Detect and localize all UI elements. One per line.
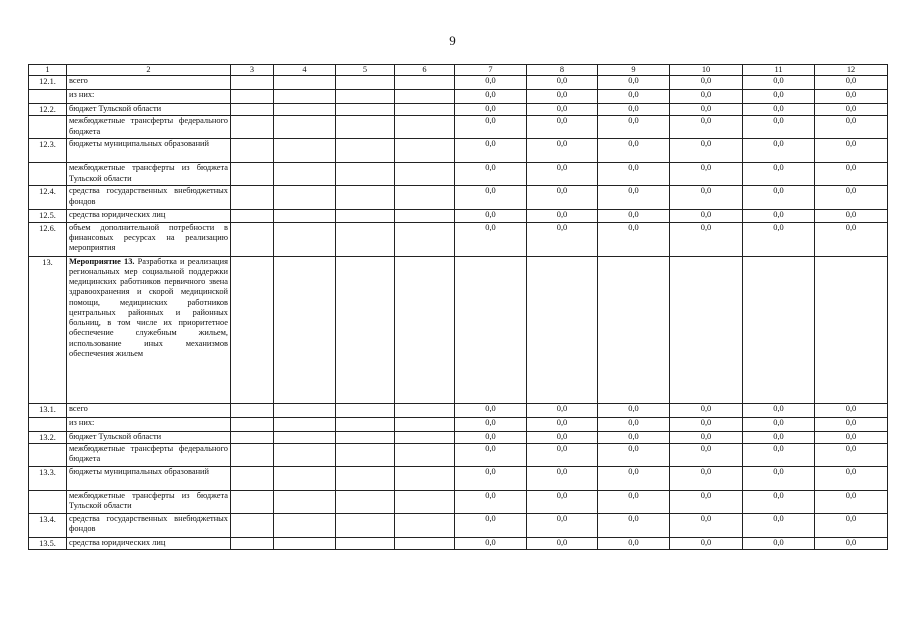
row-description: средства государственных внебюджетных фондов bbox=[67, 186, 231, 210]
row-description: средства юридических лиц bbox=[67, 537, 231, 549]
value-cell: 0,0 bbox=[670, 417, 743, 431]
empty-cell bbox=[336, 256, 395, 403]
empty-cell bbox=[274, 431, 336, 443]
row-description: средства юридических лиц bbox=[67, 210, 231, 222]
empty-cell bbox=[336, 513, 395, 537]
empty-cell bbox=[231, 104, 274, 116]
value-cell: 0,0 bbox=[815, 403, 888, 417]
value-cell: 0,0 bbox=[670, 431, 743, 443]
value-cell: 0,0 bbox=[670, 537, 743, 549]
value-cell: 0,0 bbox=[598, 90, 670, 104]
value-cell: 0,0 bbox=[670, 490, 743, 513]
empty-cell bbox=[395, 417, 455, 431]
empty-cell bbox=[231, 256, 274, 403]
empty-cell bbox=[274, 104, 336, 116]
empty-cell bbox=[336, 443, 395, 466]
empty-cell bbox=[336, 490, 395, 513]
value-cell: 0,0 bbox=[598, 417, 670, 431]
empty-cell bbox=[274, 513, 336, 537]
table-row bbox=[29, 222, 888, 256]
value-cell: 0,0 bbox=[815, 222, 888, 256]
row-number bbox=[29, 417, 67, 431]
value-cell: 0,0 bbox=[455, 490, 527, 513]
table-row bbox=[29, 443, 888, 466]
empty-cell bbox=[455, 256, 527, 403]
value-cell: 0,0 bbox=[743, 443, 815, 466]
empty-cell bbox=[395, 537, 455, 549]
table-row bbox=[29, 256, 888, 403]
row-number: 12.4. bbox=[29, 186, 67, 210]
table-row bbox=[29, 116, 888, 139]
empty-cell bbox=[395, 139, 455, 163]
value-cell: 0,0 bbox=[455, 222, 527, 256]
empty-cell bbox=[336, 76, 395, 90]
column-header-11: 11 bbox=[743, 65, 815, 76]
value-cell: 0,0 bbox=[743, 417, 815, 431]
empty-cell bbox=[336, 537, 395, 549]
row-description: межбюджетные трансферты из бюджета Тульской области bbox=[67, 163, 231, 186]
value-cell: 0,0 bbox=[527, 466, 598, 490]
value-cell: 0,0 bbox=[815, 537, 888, 549]
empty-cell bbox=[274, 537, 336, 549]
column-header-4: 4 bbox=[274, 65, 336, 76]
value-cell: 0,0 bbox=[455, 210, 527, 222]
empty-cell bbox=[231, 443, 274, 466]
row-description: бюджет Тульской области bbox=[67, 431, 231, 443]
table-row bbox=[29, 417, 888, 431]
empty-cell bbox=[336, 222, 395, 256]
column-header-1: 1 bbox=[29, 65, 67, 76]
measure-text: Разработка и реализация региональных мер социальной поддержки медицинских работников первичного звена здравоохранения и скорой медицинской помощи, медицинских работников центральных районных и районных больниц, в том числе их приоритетное обеспечение служебным жильем, использование иных механизмов обеспечения жильем bbox=[69, 256, 228, 358]
table-row bbox=[29, 403, 888, 417]
row-number bbox=[29, 90, 67, 104]
value-cell: 0,0 bbox=[455, 431, 527, 443]
value-cell: 0,0 bbox=[598, 490, 670, 513]
measure-title: Мероприятие 13. bbox=[69, 256, 135, 266]
value-cell: 0,0 bbox=[527, 116, 598, 139]
table-row bbox=[29, 104, 888, 116]
empty-cell bbox=[231, 466, 274, 490]
value-cell: 0,0 bbox=[455, 163, 527, 186]
row-number: 12.6. bbox=[29, 222, 67, 256]
value-cell: 0,0 bbox=[527, 222, 598, 256]
value-cell: 0,0 bbox=[455, 186, 527, 210]
value-cell: 0,0 bbox=[527, 76, 598, 90]
empty-cell bbox=[231, 210, 274, 222]
value-cell: 0,0 bbox=[743, 431, 815, 443]
row-description bbox=[67, 256, 231, 403]
empty-cell bbox=[231, 222, 274, 256]
row-number bbox=[29, 443, 67, 466]
empty-cell bbox=[231, 90, 274, 104]
table-row bbox=[29, 163, 888, 186]
value-cell: 0,0 bbox=[527, 139, 598, 163]
row-description: межбюджетные трансферты федерального бюджета bbox=[67, 116, 231, 139]
budget-table bbox=[28, 64, 888, 550]
empty-cell bbox=[336, 163, 395, 186]
value-cell: 0,0 bbox=[527, 513, 598, 537]
empty-cell bbox=[274, 163, 336, 186]
empty-cell bbox=[274, 186, 336, 210]
empty-cell bbox=[274, 490, 336, 513]
value-cell: 0,0 bbox=[455, 90, 527, 104]
column-header-6: 6 bbox=[395, 65, 455, 76]
value-cell: 0,0 bbox=[815, 513, 888, 537]
value-cell: 0,0 bbox=[598, 186, 670, 210]
value-cell: 0,0 bbox=[598, 116, 670, 139]
empty-cell bbox=[395, 443, 455, 466]
column-number-header bbox=[29, 65, 888, 76]
value-cell: 0,0 bbox=[527, 186, 598, 210]
empty-cell bbox=[274, 222, 336, 256]
page-number: 9 bbox=[449, 33, 456, 48]
column-header-7: 7 bbox=[455, 65, 527, 76]
empty-cell bbox=[231, 417, 274, 431]
value-cell: 0,0 bbox=[670, 403, 743, 417]
empty-cell bbox=[231, 163, 274, 186]
empty-cell bbox=[274, 256, 336, 403]
value-cell: 0,0 bbox=[598, 513, 670, 537]
value-cell: 0,0 bbox=[455, 139, 527, 163]
value-cell: 0,0 bbox=[598, 210, 670, 222]
row-description: межбюджетные трансферты из бюджета Тульской области bbox=[67, 490, 231, 513]
value-cell: 0,0 bbox=[670, 466, 743, 490]
row-number: 13.1. bbox=[29, 403, 67, 417]
empty-cell bbox=[336, 186, 395, 210]
column-header-9: 9 bbox=[598, 65, 670, 76]
value-cell: 0,0 bbox=[743, 90, 815, 104]
value-cell: 0,0 bbox=[670, 186, 743, 210]
empty-cell bbox=[274, 76, 336, 90]
empty-cell bbox=[395, 104, 455, 116]
table-row bbox=[29, 490, 888, 513]
value-cell: 0,0 bbox=[815, 443, 888, 466]
empty-cell bbox=[231, 537, 274, 549]
empty-cell bbox=[395, 513, 455, 537]
value-cell: 0,0 bbox=[743, 537, 815, 549]
row-number bbox=[29, 163, 67, 186]
value-cell: 0,0 bbox=[670, 76, 743, 90]
value-cell: 0,0 bbox=[743, 116, 815, 139]
row-description: бюджет Тульской области bbox=[67, 104, 231, 116]
table-row bbox=[29, 431, 888, 443]
empty-cell bbox=[274, 116, 336, 139]
table-row bbox=[29, 90, 888, 104]
empty-cell bbox=[395, 76, 455, 90]
empty-cell bbox=[231, 431, 274, 443]
empty-cell bbox=[395, 403, 455, 417]
value-cell: 0,0 bbox=[815, 417, 888, 431]
value-cell: 0,0 bbox=[815, 431, 888, 443]
empty-cell bbox=[395, 490, 455, 513]
empty-cell bbox=[231, 186, 274, 210]
value-cell: 0,0 bbox=[815, 490, 888, 513]
table-row bbox=[29, 466, 888, 490]
empty-cell bbox=[231, 76, 274, 90]
empty-cell bbox=[336, 210, 395, 222]
row-number bbox=[29, 116, 67, 139]
value-cell: 0,0 bbox=[815, 186, 888, 210]
empty-cell bbox=[395, 90, 455, 104]
value-cell: 0,0 bbox=[598, 431, 670, 443]
row-description: всего bbox=[67, 403, 231, 417]
table-body bbox=[29, 76, 888, 550]
value-cell: 0,0 bbox=[670, 163, 743, 186]
value-cell: 0,0 bbox=[527, 90, 598, 104]
empty-cell bbox=[336, 116, 395, 139]
value-cell: 0,0 bbox=[670, 513, 743, 537]
row-number: 13.3. bbox=[29, 466, 67, 490]
empty-cell bbox=[395, 116, 455, 139]
table-row bbox=[29, 186, 888, 210]
empty-cell bbox=[274, 90, 336, 104]
value-cell: 0,0 bbox=[527, 431, 598, 443]
column-header-2: 2 bbox=[67, 65, 231, 76]
empty-cell bbox=[336, 90, 395, 104]
value-cell: 0,0 bbox=[670, 210, 743, 222]
value-cell: 0,0 bbox=[598, 76, 670, 90]
value-cell: 0,0 bbox=[670, 116, 743, 139]
value-cell: 0,0 bbox=[455, 417, 527, 431]
value-cell: 0,0 bbox=[527, 417, 598, 431]
empty-cell bbox=[231, 490, 274, 513]
value-cell: 0,0 bbox=[815, 210, 888, 222]
value-cell: 0,0 bbox=[527, 443, 598, 466]
value-cell: 0,0 bbox=[743, 139, 815, 163]
row-description: межбюджетные трансферты федерального бюджета bbox=[67, 443, 231, 466]
empty-cell bbox=[598, 256, 670, 403]
value-cell: 0,0 bbox=[455, 466, 527, 490]
table-row bbox=[29, 139, 888, 163]
value-cell: 0,0 bbox=[815, 76, 888, 90]
empty-cell bbox=[336, 403, 395, 417]
value-cell: 0,0 bbox=[670, 222, 743, 256]
value-cell: 0,0 bbox=[527, 210, 598, 222]
column-header-3: 3 bbox=[231, 65, 274, 76]
value-cell: 0,0 bbox=[598, 443, 670, 466]
empty-cell bbox=[743, 256, 815, 403]
value-cell: 0,0 bbox=[743, 210, 815, 222]
value-cell: 0,0 bbox=[670, 90, 743, 104]
row-description: объем дополнительной потребности в финансовых ресурсах на реализацию мероприятия bbox=[67, 222, 231, 256]
empty-cell bbox=[274, 443, 336, 466]
column-header-5: 5 bbox=[336, 65, 395, 76]
value-cell: 0,0 bbox=[743, 186, 815, 210]
value-cell: 0,0 bbox=[455, 104, 527, 116]
empty-cell bbox=[274, 417, 336, 431]
value-cell: 0,0 bbox=[743, 490, 815, 513]
table-row bbox=[29, 513, 888, 537]
value-cell: 0,0 bbox=[815, 90, 888, 104]
empty-cell bbox=[336, 139, 395, 163]
empty-cell bbox=[527, 256, 598, 403]
empty-cell bbox=[336, 431, 395, 443]
column-header-8: 8 bbox=[527, 65, 598, 76]
value-cell: 0,0 bbox=[598, 104, 670, 116]
value-cell: 0,0 bbox=[743, 466, 815, 490]
row-description: бюджеты муниципальных образований bbox=[67, 466, 231, 490]
value-cell: 0,0 bbox=[743, 104, 815, 116]
empty-cell bbox=[274, 466, 336, 490]
value-cell: 0,0 bbox=[455, 537, 527, 549]
row-number: 12.2. bbox=[29, 104, 67, 116]
value-cell: 0,0 bbox=[455, 116, 527, 139]
value-cell: 0,0 bbox=[598, 139, 670, 163]
value-cell: 0,0 bbox=[455, 76, 527, 90]
value-cell: 0,0 bbox=[598, 163, 670, 186]
row-description: из них: bbox=[67, 90, 231, 104]
value-cell: 0,0 bbox=[815, 163, 888, 186]
empty-cell bbox=[231, 116, 274, 139]
row-number bbox=[29, 490, 67, 513]
value-cell: 0,0 bbox=[815, 139, 888, 163]
value-cell: 0,0 bbox=[455, 403, 527, 417]
column-header-10: 10 bbox=[670, 65, 743, 76]
value-cell: 0,0 bbox=[743, 403, 815, 417]
table-row bbox=[29, 537, 888, 549]
value-cell: 0,0 bbox=[598, 466, 670, 490]
empty-cell bbox=[395, 210, 455, 222]
empty-cell bbox=[274, 210, 336, 222]
empty-cell bbox=[231, 513, 274, 537]
empty-cell bbox=[395, 163, 455, 186]
value-cell: 0,0 bbox=[527, 403, 598, 417]
value-cell: 0,0 bbox=[670, 443, 743, 466]
empty-cell bbox=[336, 104, 395, 116]
value-cell: 0,0 bbox=[527, 163, 598, 186]
value-cell: 0,0 bbox=[455, 443, 527, 466]
value-cell: 0,0 bbox=[527, 490, 598, 513]
empty-cell bbox=[336, 466, 395, 490]
row-description: всего bbox=[67, 76, 231, 90]
empty-cell bbox=[231, 403, 274, 417]
row-description: средства государственных внебюджетных фондов bbox=[67, 513, 231, 537]
empty-cell bbox=[395, 431, 455, 443]
value-cell: 0,0 bbox=[815, 116, 888, 139]
row-number: 12.3. bbox=[29, 139, 67, 163]
table-row bbox=[29, 76, 888, 90]
value-cell: 0,0 bbox=[743, 76, 815, 90]
column-header-12: 12 bbox=[815, 65, 888, 76]
row-number: 13.5. bbox=[29, 537, 67, 549]
value-cell: 0,0 bbox=[743, 163, 815, 186]
empty-cell bbox=[395, 186, 455, 210]
row-number: 12.5. bbox=[29, 210, 67, 222]
value-cell: 0,0 bbox=[598, 537, 670, 549]
empty-cell bbox=[395, 256, 455, 403]
row-description: бюджеты муниципальных образований bbox=[67, 139, 231, 163]
empty-cell bbox=[231, 139, 274, 163]
value-cell: 0,0 bbox=[527, 104, 598, 116]
empty-cell bbox=[274, 139, 336, 163]
value-cell: 0,0 bbox=[743, 222, 815, 256]
empty-cell bbox=[670, 256, 743, 403]
value-cell: 0,0 bbox=[815, 104, 888, 116]
value-cell: 0,0 bbox=[527, 537, 598, 549]
value-cell: 0,0 bbox=[598, 222, 670, 256]
row-number: 13.2. bbox=[29, 431, 67, 443]
empty-cell bbox=[395, 222, 455, 256]
value-cell: 0,0 bbox=[455, 513, 527, 537]
value-cell: 0,0 bbox=[815, 466, 888, 490]
value-cell: 0,0 bbox=[598, 403, 670, 417]
row-number: 13.4. bbox=[29, 513, 67, 537]
table-row bbox=[29, 210, 888, 222]
empty-cell bbox=[815, 256, 888, 403]
value-cell: 0,0 bbox=[670, 104, 743, 116]
empty-cell bbox=[274, 403, 336, 417]
empty-cell bbox=[395, 466, 455, 490]
row-number: 12.1. bbox=[29, 76, 67, 90]
value-cell: 0,0 bbox=[743, 513, 815, 537]
value-cell: 0,0 bbox=[670, 139, 743, 163]
empty-cell bbox=[336, 417, 395, 431]
row-description: из них: bbox=[67, 417, 231, 431]
row-number: 13. bbox=[29, 256, 67, 403]
